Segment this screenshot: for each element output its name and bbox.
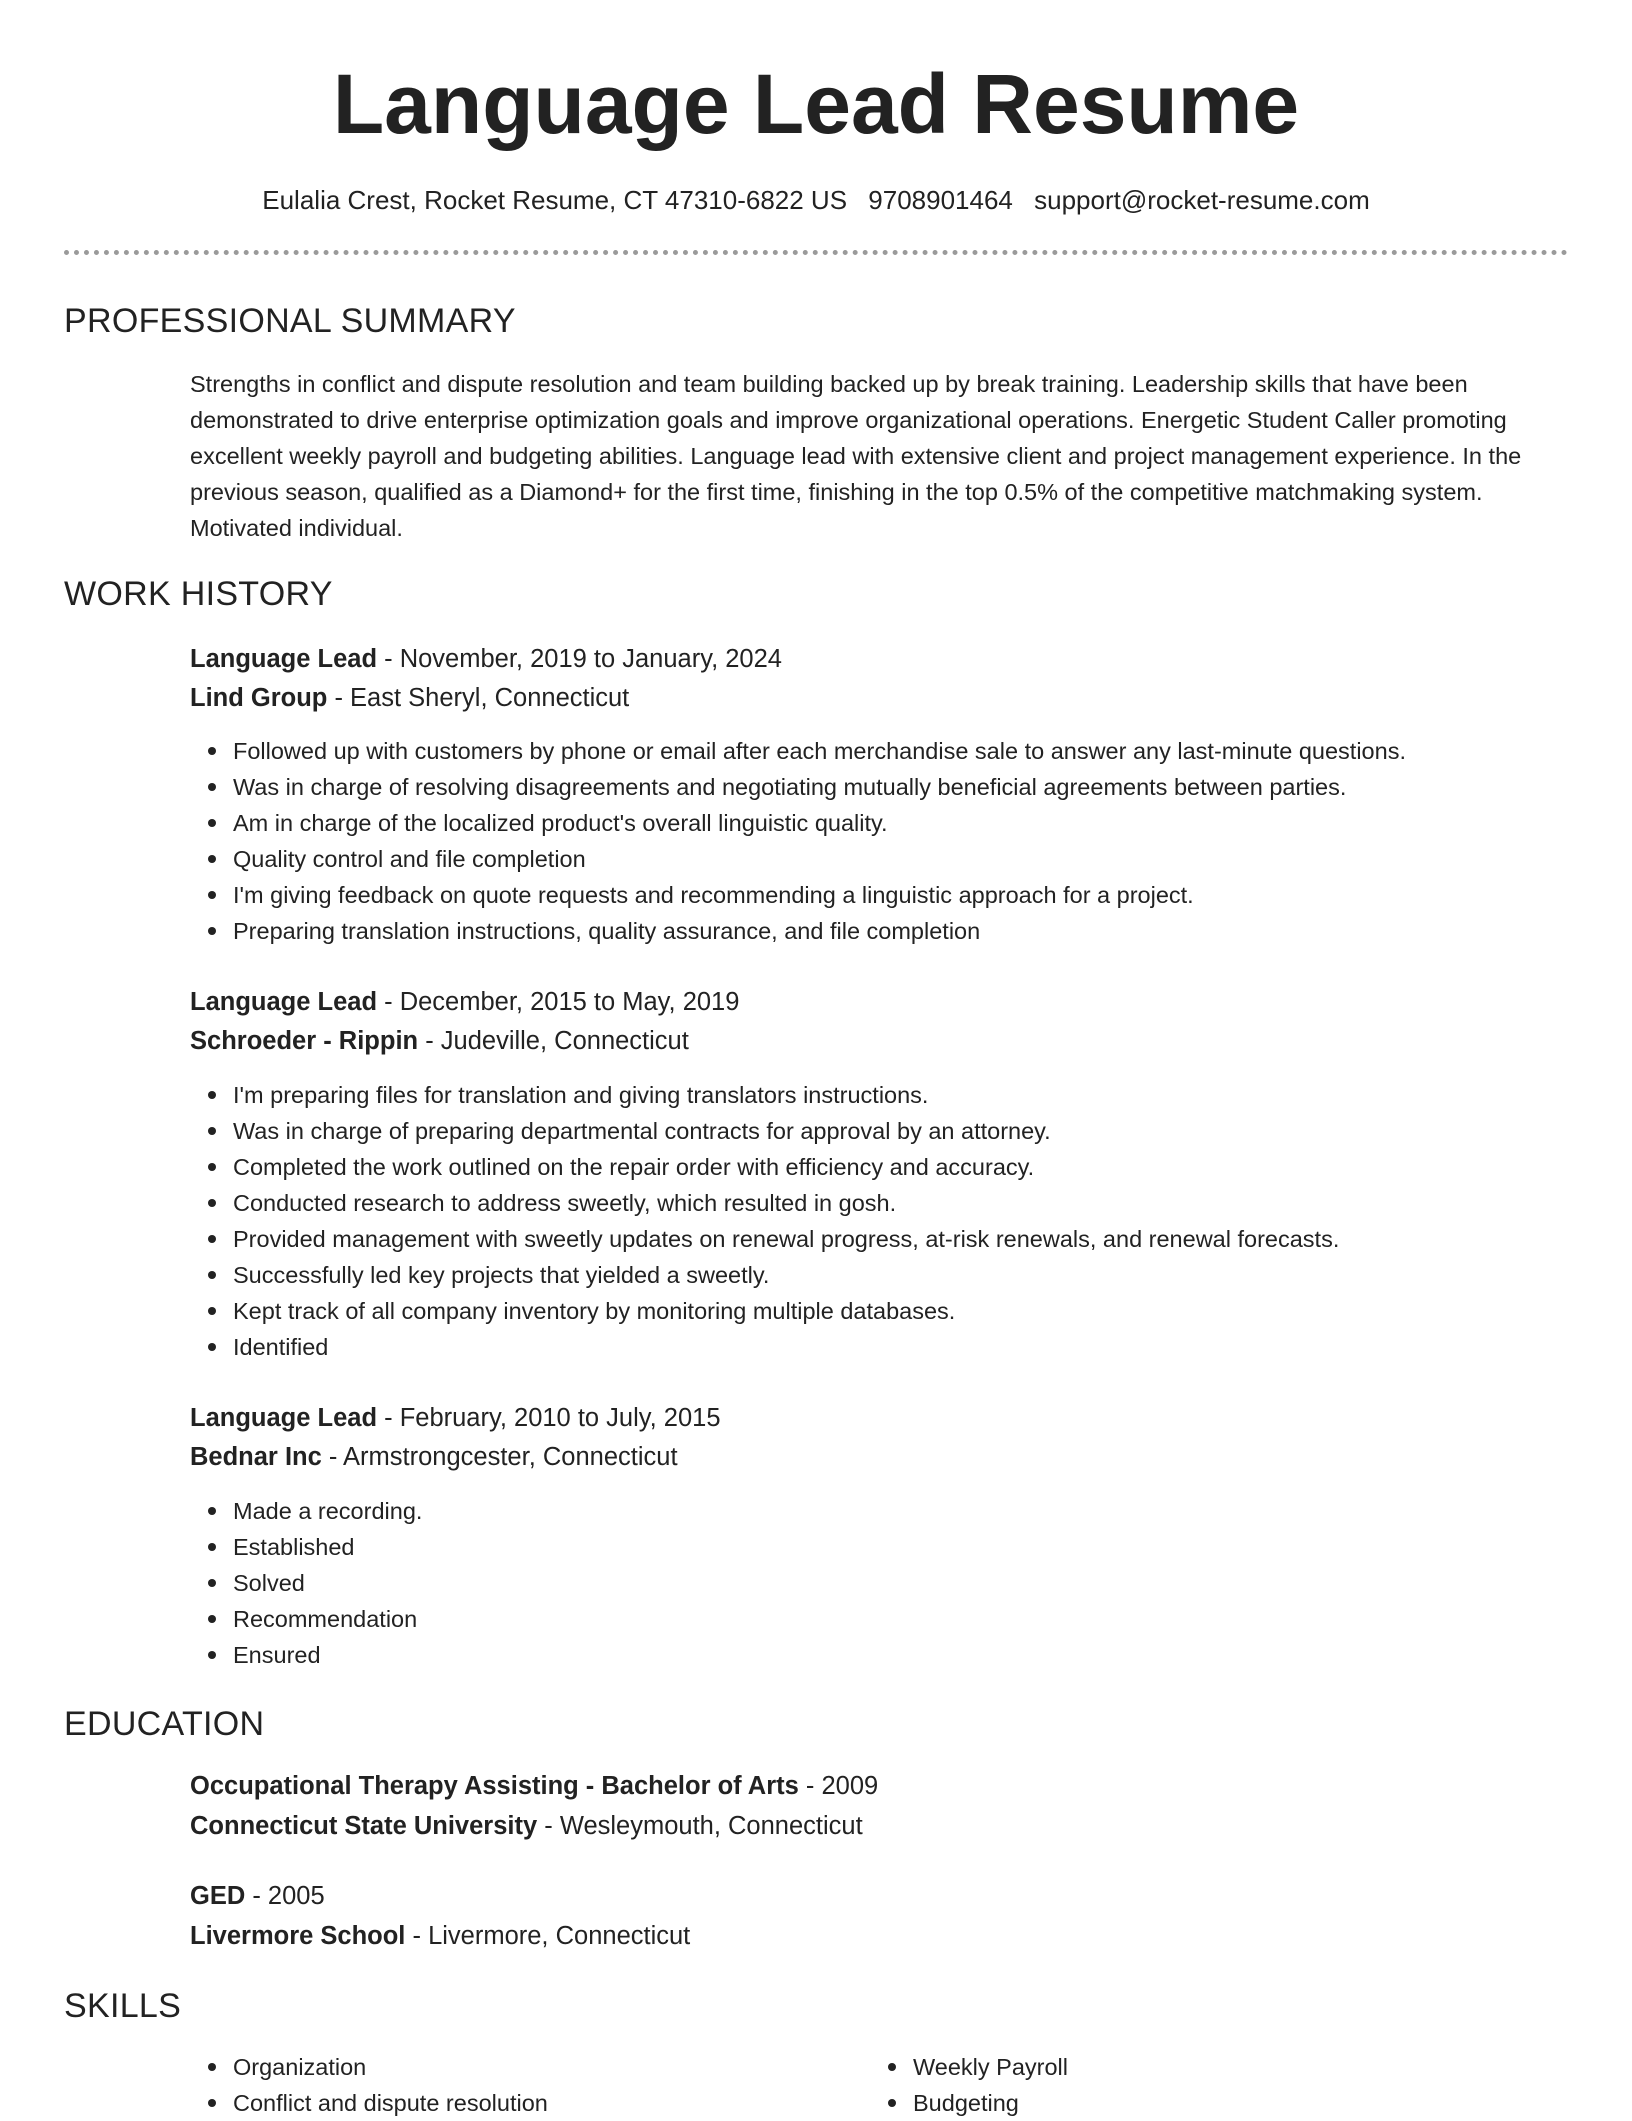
job-bullet: Recommendation	[233, 1601, 422, 1637]
education-heading: EDUCATION	[64, 1705, 265, 1743]
education-year: - 2009	[798, 1772, 879, 1800]
job-bullet: Established	[233, 1529, 422, 1565]
summary-text: Strengths in conflict and dispute resolution and team building backed up by break training. Leadership skills that have been demonstrated to drive enterprise optimization goals and improve organizational operations. Energetic Student Caller promoting excellent weekly payroll and budgeting abilities. Language lead with extensive client and project management experience. In the previous season, qualified as a Diamond+ for the first time, finishing in the top 0.5% of the competitive matchmaking system. Motivated individual.	[190, 371, 1522, 541]
job-bullet: Completed the work outlined on the repair order with efficiency and accuracy.	[233, 1149, 1339, 1185]
job-bullet: Successfully led key projects that yielded a sweetly.	[233, 1257, 1339, 1293]
job-title: Language Lead	[190, 988, 378, 1016]
job-bullet: Am in charge of the localized product's overall linguistic quality.	[233, 805, 1406, 841]
education-degree-line	[190, 1878, 325, 1914]
education-school-line	[190, 1808, 863, 1844]
job-bullet: Solved	[233, 1565, 422, 1601]
education-year: - 2005	[245, 1882, 325, 1910]
job-bullet: Quality control and file completion	[233, 841, 1406, 877]
job-dates: - February, 2010 to July, 2015	[377, 1404, 721, 1432]
job-bullets	[190, 733, 1406, 949]
education-degree-line	[190, 1768, 878, 1804]
job-bullet: Ensured	[233, 1637, 422, 1673]
job-company: Lind Group	[190, 684, 328, 712]
job-title-line	[190, 641, 782, 677]
job-location: - East Sheryl, Connecticut	[327, 684, 630, 712]
job-dates: - November, 2019 to January, 2024	[377, 645, 782, 673]
job-company-line	[190, 680, 629, 716]
education-school-line	[190, 1918, 690, 1954]
education-school: Connecticut State University	[190, 1812, 538, 1840]
job-title-line	[190, 984, 739, 1020]
skill-item: Conflict and dispute resolution	[233, 2085, 548, 2121]
contact-line	[0, 182, 1632, 218]
job-bullet: I'm preparing files for translation and giving translators instructions.	[233, 1077, 1339, 1113]
job-bullet: I'm giving feedback on quote requests and recommending a linguistic approach for a project.	[233, 877, 1406, 913]
job-bullet: Conducted research to address sweetly, which resulted in gosh.	[233, 1185, 1339, 1221]
job-bullet: Made a recording.	[233, 1493, 422, 1529]
job-company-line	[190, 1023, 689, 1059]
skill-item: Weekly Payroll	[913, 2049, 1068, 2085]
job-bullet: Preparing translation instructions, quality assurance, and file completion	[233, 913, 1406, 949]
skills-list-right	[870, 2049, 1068, 2121]
contact-email: support@rocket-resume.com	[1034, 185, 1370, 215]
job-bullet: Kept track of all company inventory by monitoring multiple databases.	[233, 1293, 1339, 1329]
job-bullet: Was in charge of resolving disagreements and negotiating mutually beneficial agreements between parties.	[233, 769, 1406, 805]
education-location: - Wesleymouth, Connecticut	[537, 1812, 863, 1840]
job-company: Schroeder - Rippin	[190, 1027, 419, 1055]
job-title: Language Lead	[190, 645, 378, 673]
job-bullet: Followed up with customers by phone or email after each merchandise sale to answer any last-minute questions.	[233, 733, 1406, 769]
job-location: - Armstrongcester, Connecticut	[321, 1443, 678, 1471]
job-bullet: Identified	[233, 1329, 1339, 1365]
job-bullet: Provided management with sweetly updates on renewal progress, at-risk renewals, and renewal forecasts.	[233, 1221, 1339, 1257]
job-location: - Judeville, Connecticut	[418, 1027, 689, 1055]
skills-heading: SKILLS	[64, 1987, 182, 2025]
education-degree: GED	[190, 1882, 246, 1910]
education-school: Livermore School	[190, 1922, 406, 1950]
skills-list-left	[190, 2049, 548, 2121]
skill-item: Organization	[233, 2049, 548, 2085]
education-degree: Occupational Therapy Assisting - Bachelor of Arts	[190, 1772, 799, 1800]
job-bullet: Was in charge of preparing departmental contracts for approval by an attorney.	[233, 1113, 1339, 1149]
skill-item: Budgeting	[913, 2085, 1068, 2121]
job-company: Bednar Inc	[190, 1443, 322, 1471]
contact-phone: 9708901464	[868, 185, 1013, 215]
job-bullets	[190, 1077, 1339, 1365]
contact-address: Eulalia Crest, Rocket Resume, CT 47310-6822 US	[262, 185, 848, 215]
header-divider	[64, 250, 1568, 255]
summary-heading: PROFESSIONAL SUMMARY	[64, 302, 516, 340]
job-title: Language Lead	[190, 1404, 378, 1432]
resume-title: Language Lead Resume	[332, 57, 1300, 151]
job-bullets	[190, 1493, 422, 1673]
education-location: - Livermore, Connecticut	[405, 1922, 691, 1950]
job-company-line	[190, 1439, 678, 1475]
job-title-line	[190, 1400, 721, 1436]
job-dates: - December, 2015 to May, 2019	[377, 988, 740, 1016]
work-history-heading: WORK HISTORY	[64, 575, 333, 613]
